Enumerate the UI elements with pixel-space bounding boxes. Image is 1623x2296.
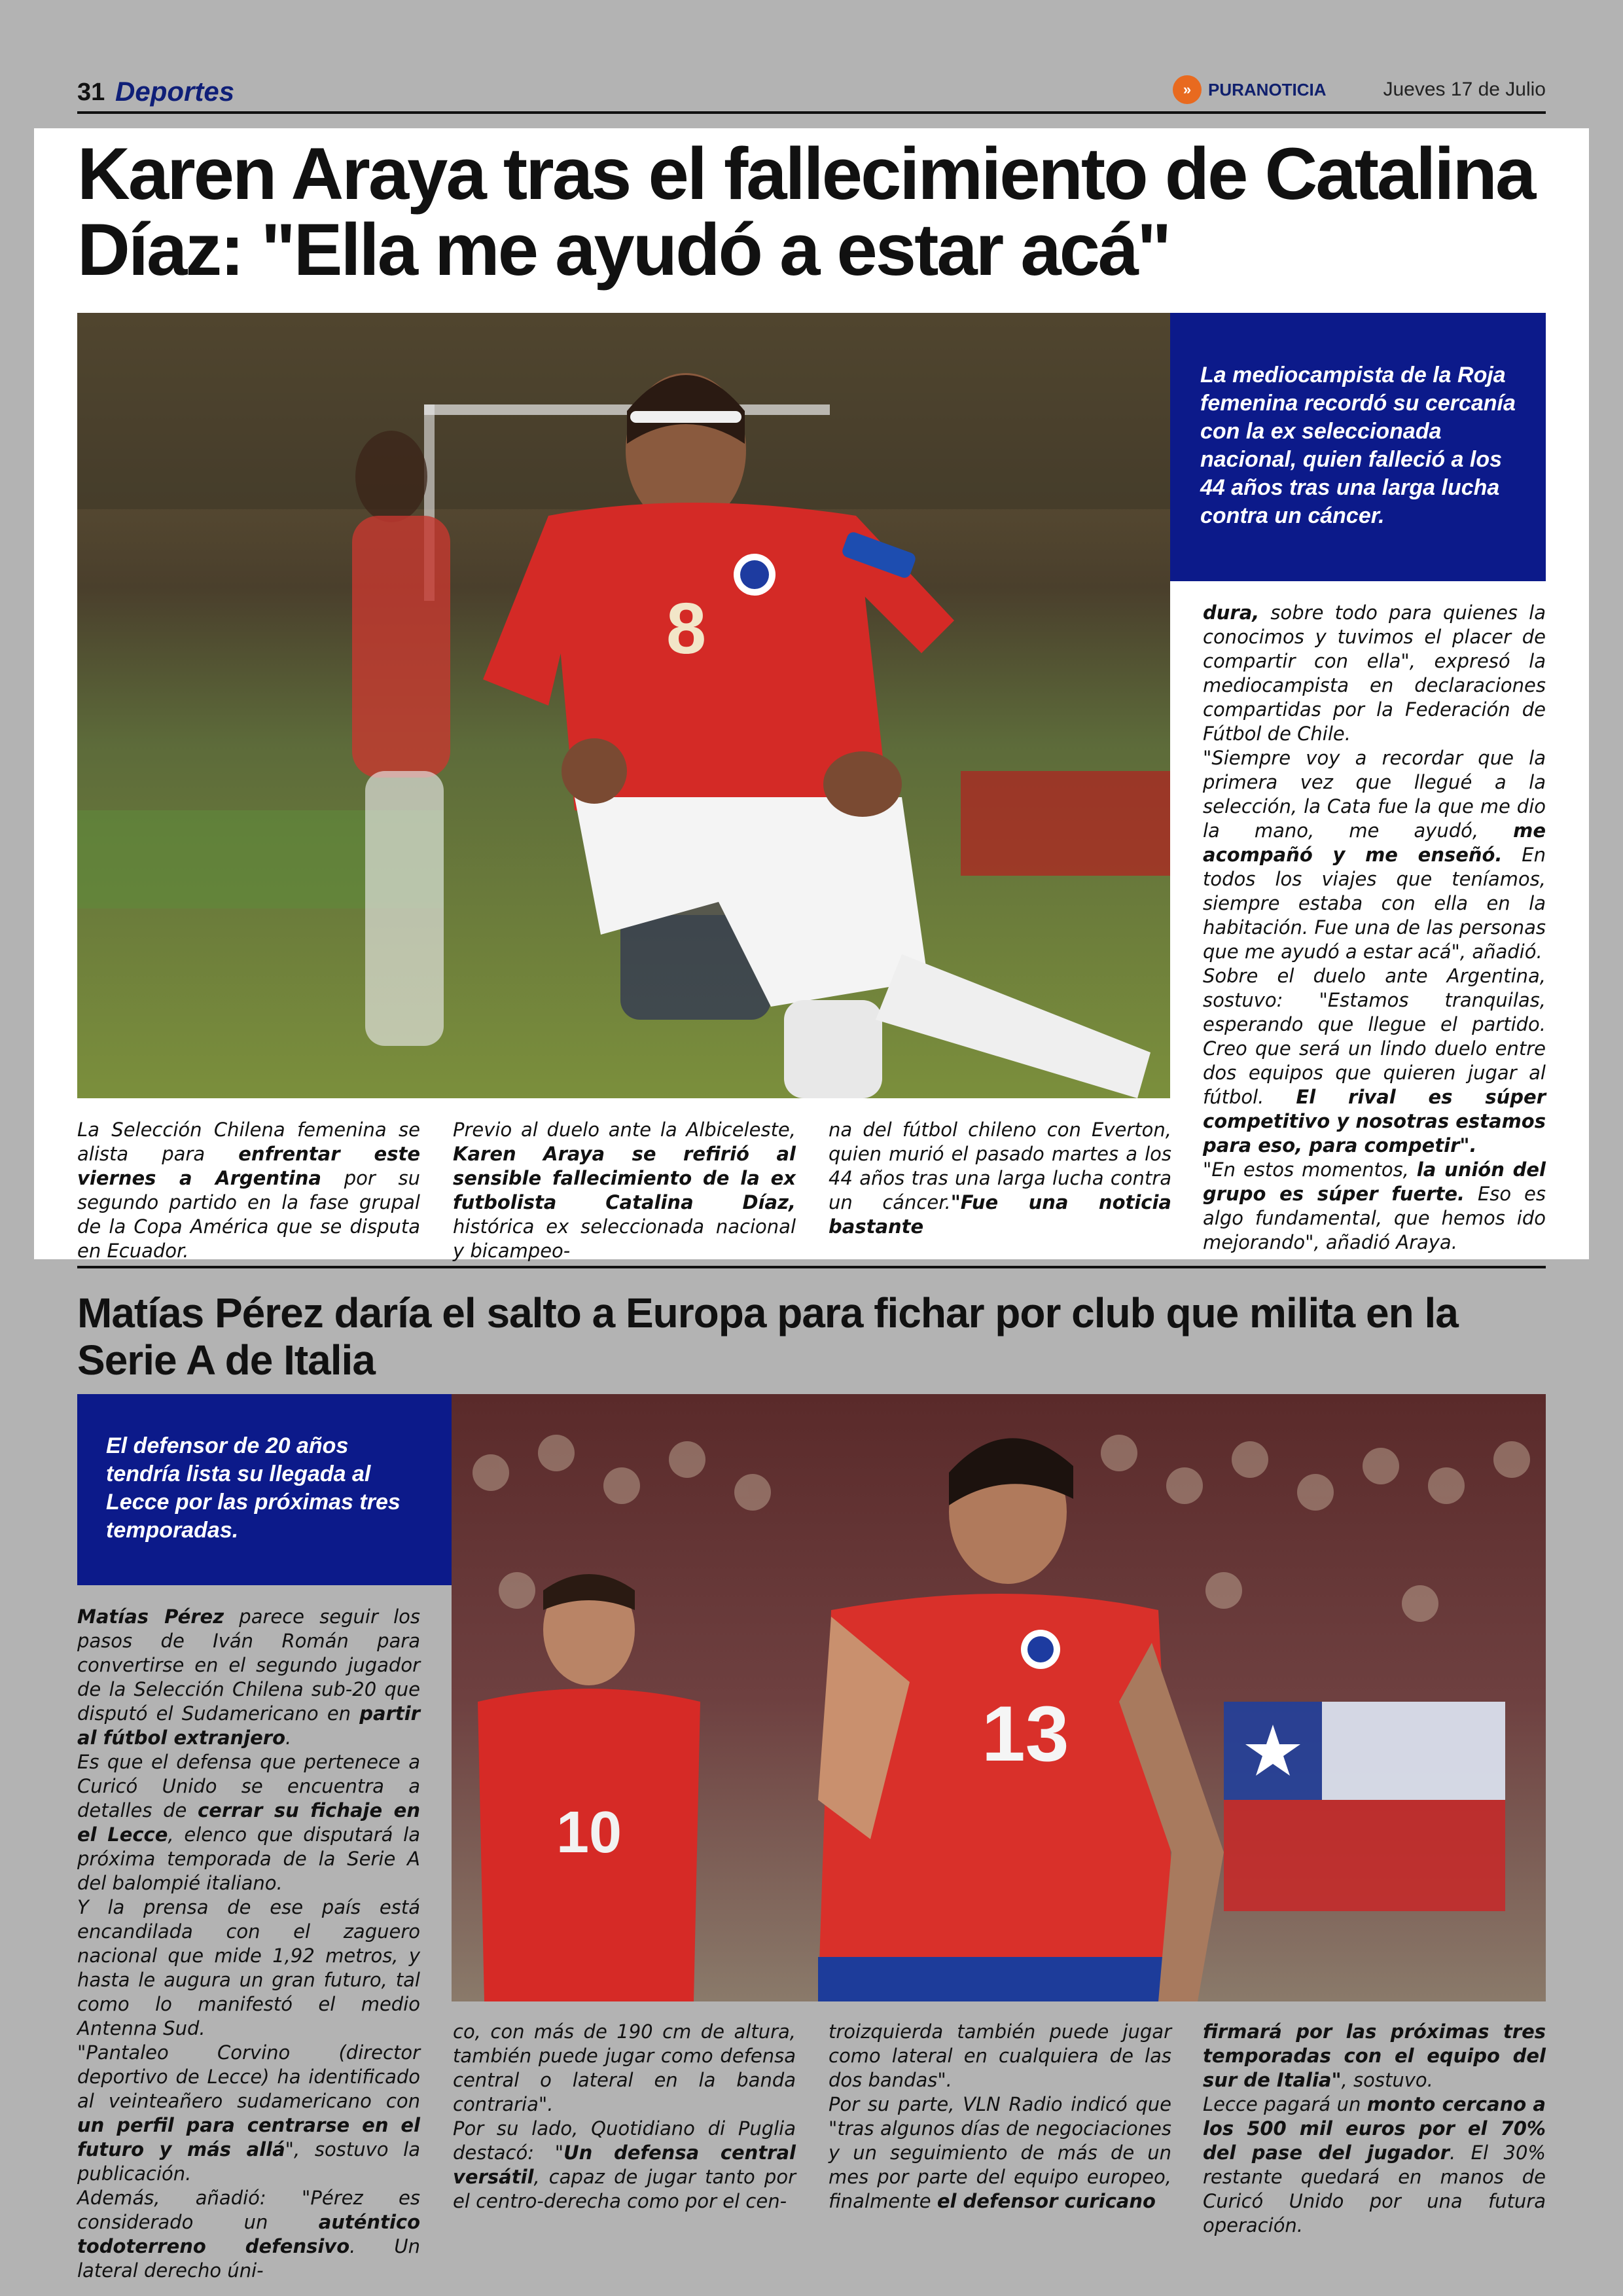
bold-text-run: monto cercano a los 500 mil euros por el 70% del pase del jugador <box>1203 2093 1546 2164</box>
jersey-number-front: 13 <box>982 1690 1069 1778</box>
bold-text-run: Un defensa central versátil <box>453 2142 796 2188</box>
bold-text-run: El rival es súper competitivo y nosotras estamos para eso, para competir". <box>1203 1086 1546 1157</box>
article2-col2 <box>453 2020 796 2214</box>
article2-col1-p5 <box>77 2186 420 2283</box>
text-run: Lecce pagará un <box>1203 2093 1367 2115</box>
text-run: Por su lado, Quotidiano di Puglia destacó: " <box>453 2117 796 2164</box>
article2-summary: El defensor de 20 años tendría lista su llegada al Lecce por las próximas tres temporadas. <box>106 1433 401 1543</box>
chevron-double-icon: » <box>1173 75 1202 104</box>
text-run: . <box>285 1727 292 1749</box>
article2-col1 <box>77 1605 420 2283</box>
article1-col1-p1 <box>77 1118 420 1263</box>
text-run: por su segundo partido en la fase grupal de la Copa América que se disputa en Ecuador. <box>77 1167 420 1262</box>
bold-text-run: Matías Pérez <box>77 1605 224 1628</box>
article1-col3 <box>829 1118 1171 1239</box>
bold-text-run: Karen Araya se refirió al sensible fallecimiento de la ex futbolista Catalina Díaz, <box>453 1143 796 1213</box>
article2-col1-p3 <box>77 1895 420 2041</box>
article1-col4 <box>1203 601 1546 1255</box>
logo-text: PURANOTICIA <box>1208 79 1327 99</box>
text-run: co, con más de 190 cm de altura, también puede jugar como defensa central o lateral en la banda contraria". <box>453 2020 796 2115</box>
article1-col4-p4 <box>1203 1158 1546 1255</box>
article1-col2 <box>453 1118 796 1263</box>
header-divider <box>77 111 1546 114</box>
section-title: Deportes <box>115 76 235 107</box>
bold-text-run: la unión del grupo es súper fuerte. <box>1203 1158 1546 1205</box>
article1-col2-p1 <box>453 1118 796 1263</box>
bold-text-run: firmará por las próximas tres temporadas con el equipo del sur de Italia" <box>1203 2020 1546 2091</box>
jersey-number-back: 10 <box>556 1800 622 1865</box>
bold-text-run: dura, <box>1203 601 1260 624</box>
text-run: La Selección Chilena femenina se alista para <box>77 1119 420 1165</box>
article2-col1-p2 <box>77 1750 420 1895</box>
text-run: . Un lateral derecho úni- <box>77 2235 420 2282</box>
text-run: na del fútbol chileno con Everton, quien murió el pasado martes a los 44 años tras una larga lucha contra un cáncer. <box>829 1119 1171 1213</box>
text-run: parece seguir los pasos de Iván Román para convertirse en el segundo jugador de la Selección Chilena sub-20 que disputó el Sudamericano en <box>77 1605 420 1725</box>
text-run: "Pantaleo Corvino (director deportivo de Lecce) ha identificado al veinteañero sudamericano con <box>77 2041 420 2112</box>
text-run: Sobre el duelo ante Argentina, sostuvo: "Estamos tranquilas, esperando que llegue el partido. Creo que será un lindo duelo entre dos equipos que quieren jugar al fútbol. <box>1203 965 1546 1108</box>
text-run: , elenco que disputará la próxima temporada de la Serie A del balompié italiano. <box>77 1823 421 1894</box>
article2-col2-p1 <box>453 2020 796 2117</box>
brand-logo <box>1173 75 1327 105</box>
article1-col3-p1 <box>829 1118 1171 1239</box>
text-run: "Siempre voy a recordar que la primera vez que llegué a la selección, la Cata fue la que me dio la mano, me ayudó, <box>1203 747 1546 842</box>
article2-col3-p1 <box>829 2020 1171 2092</box>
text-run: troizquierda también puede jugar como lateral en cualquiera de las dos bandas". <box>829 2020 1171 2091</box>
article1-col4-p1 <box>1203 601 1546 746</box>
article2-col3-p2 <box>829 2092 1171 2214</box>
article2-col4-p1 <box>1203 2020 1546 2092</box>
article2-summary-box <box>77 1394 452 1585</box>
article2-col1-p4 <box>77 2041 420 2186</box>
text-run: En todos los viajes que teníamos, siempre estaba con ella en la habitación. Fue una de las personas que me ayudó a estar acá", añadió. <box>1203 844 1546 963</box>
text-run: ", sostuvo la publicación. <box>77 2138 420 2185</box>
article2-col3 <box>829 2020 1171 2214</box>
page-number: 31 <box>77 79 105 106</box>
text-run: , sostuvo. <box>1341 2069 1433 2091</box>
bold-text-run: el defensor curicano <box>936 2190 1156 2212</box>
text-run: sobre todo para quienes la conocimos y tuvimos el placer de compartir con ella", expresó la mediocampista en declaraciones compartidas por la Federación de Fútbol de Chile. <box>1203 601 1546 745</box>
article1-photo <box>77 313 1170 1098</box>
article1-col4-p2 <box>1203 746 1546 964</box>
article-divider <box>77 1266 1546 1268</box>
text-run: . El 30% restante quedará en manos de Curicó Unido por una futura operación. <box>1203 2142 1546 2236</box>
article2-col1-p1 <box>77 1605 420 1750</box>
text-run: Además, añadió: "Pérez es considerado un <box>77 2187 420 2233</box>
text-run: histórica ex seleccionada nacional y bicampeo- <box>453 1215 796 1262</box>
text-run: Y la prensa de ese país está encandilada con el zaguero nacional que mide 1,92 metros, y hasta le augura un gran futuro, tal como lo manifestó el medio Antenna Sud. <box>77 1896 420 2039</box>
bold-text-run: cerrar su fichaje en el Lecce <box>77 1799 420 1846</box>
text-run: Es que el defensa que pertenece a Curicó Unido se encuentra a detalles de <box>77 1751 420 1821</box>
issue-date: Jueves 17 de Julio <box>1383 79 1546 100</box>
article2-headline: Matías Pérez daría el salto a Europa para fichar por club que milita en la Serie A de Italia <box>77 1289 1458 1384</box>
bold-text-run: auténtico todoterreno defensivo <box>77 2211 420 2257</box>
text-run: Eso es algo fundamental, que hemos ido mejorando", añadió Araya. <box>1203 1183 1546 1253</box>
bold-text-run: me acompañó y me enseñó. <box>1203 819 1546 866</box>
article2-col4-p2 <box>1203 2092 1546 2238</box>
text-run: , capaz de jugar tanto por el centro-derecha como por el cen- <box>453 2166 796 2212</box>
article2-col2-p2 <box>453 2117 796 2214</box>
text-run: Por su parte, VLN Radio indicó que "tras algunos días de negociaciones y un seguimiento de más de un mes por parte del equipo europeo, finalmente <box>829 2093 1171 2212</box>
article2-col4 <box>1203 2020 1546 2238</box>
bold-text-run: "Fue una noticia bastante <box>829 1191 1171 1238</box>
text-run: "En estos momentos, <box>1203 1158 1417 1181</box>
article1-col4-p3 <box>1203 964 1546 1158</box>
article1-summary: La mediocampista de la Roja femenina recordó su cercanía con la ex seleccionada nacional, quien falleció a los 44 años tras una larga lucha contra un cáncer. <box>1200 363 1516 528</box>
text-run: Previo al duelo ante la Albiceleste, <box>453 1119 796 1141</box>
bold-text-run: partir al fútbol extranjero <box>77 1702 420 1749</box>
article1-headline: Karen Araya tras el fallecimiento de Catalina Díaz: "Ella me ayudó a estar acá" <box>77 133 1535 291</box>
article1-summary-box <box>1170 313 1546 581</box>
bold-text-run: enfrentar este viernes a Argentina <box>77 1143 420 1189</box>
bold-text-run: un perfil para centrarse en el futuro y más allá <box>77 2114 420 2161</box>
article2-photo <box>452 1394 1546 2001</box>
jersey-number: 8 <box>666 588 707 669</box>
article1-col1 <box>77 1118 420 1263</box>
